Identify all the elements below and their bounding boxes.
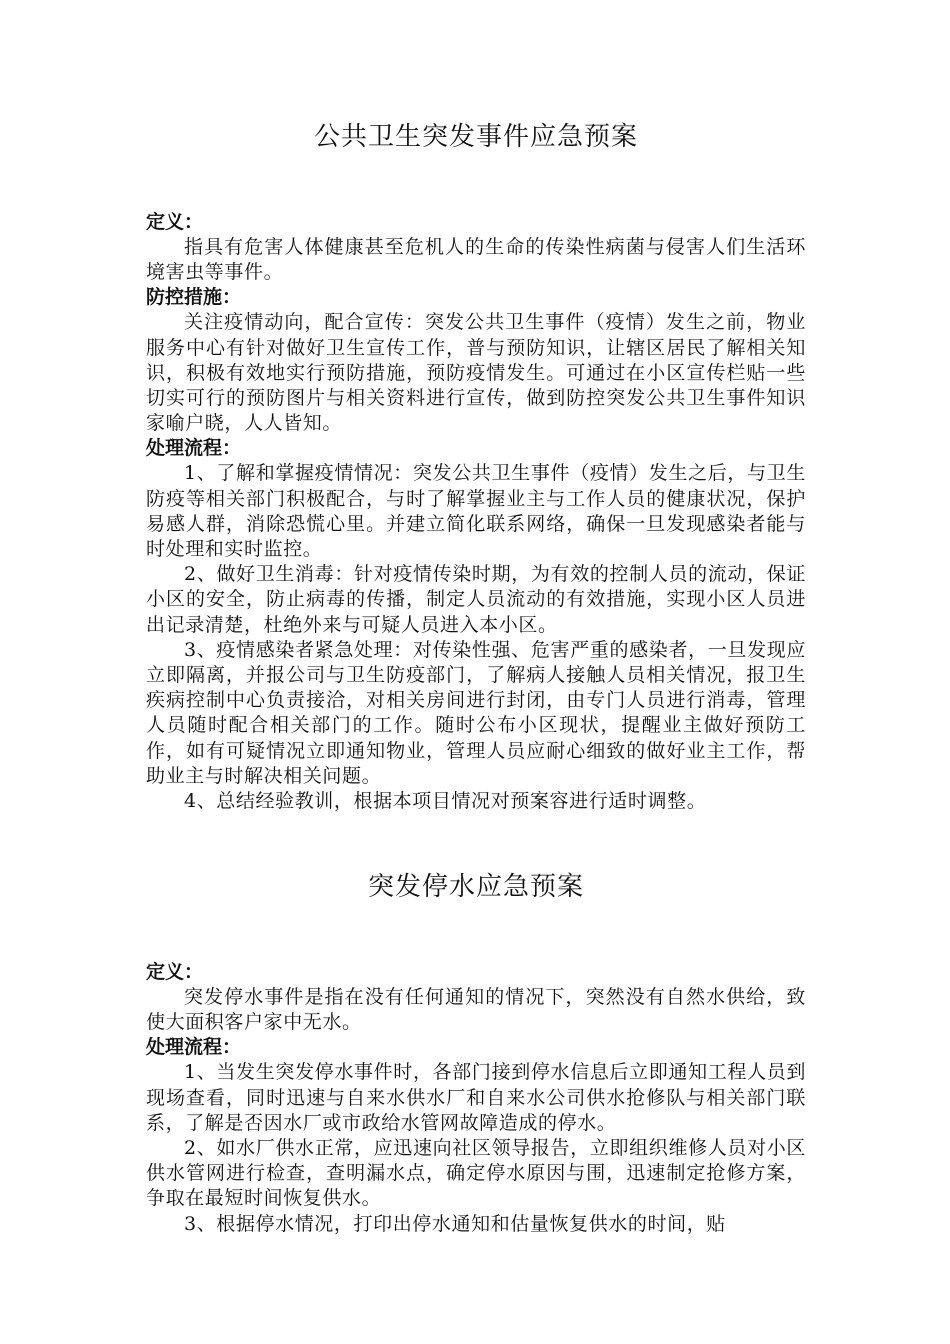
section-title: 突发停水应急预案 xyxy=(367,872,584,902)
process-step: 2、如水厂供水正常，应迅速向社区领导报告，立即组织维修人员对小区供水管网进行检查，查明漏水点，确定停水原因与围，迅速制定抢修方案，争取在最短时间恢复供水。 xyxy=(146,1137,806,1210)
document-title: 公共卫生突发事件应急预案 xyxy=(313,122,638,152)
process-step: 4、总结经验教训，根据本项目情况对预案容进行适时调整。 xyxy=(184,790,707,813)
definition-paragraph: 突发停水事件是指在没有任何通知的情况下，突然没有自然水供给，致使大面积客户家中无水。 xyxy=(146,986,806,1034)
definition-heading: 定义： xyxy=(146,961,204,983)
process-step: 2、做好卫生消毒：针对疫情传染时期，为有效的控制人员的流动，保证小区的安全，防止病毒的传播，制定人员流动的有效措施，实现小区人员进出记录清楚，杜绝外来与可疑人员进入本小区。 xyxy=(146,563,806,636)
water-outage-plan-body xyxy=(146,960,806,1237)
process-step: 1、了解和掌握疫情情况：突发公共卫生事件（疫情）发生之后，与卫生防疫等相关部门积极配合，与时了解掌握业主与工作人员的健康状况，保护易感人群，消除恐慌心里。并建立简化联系网络，确保一旦发现感染者能与时处理和实时监控。 xyxy=(146,462,806,561)
process-heading: 处理流程： xyxy=(146,437,242,460)
prevention-paragraph: 关注疫情动向，配合宣传：突发公共卫生事件（疫情）发生之前，物业服务中心有针对做好卫生宣传工作，普与预防知识，让辖区居民了解相关知识，积极有效地实行预防措施，预防疫情发生。可通过在小区宣传栏贴一些切实可行的预防图片与相关资料进行宣传，做到防控突发公共卫生事件知识家喻户晓，人人皆知。 xyxy=(146,311,806,435)
prevention-heading: 防控措施： xyxy=(146,286,242,309)
public-health-plan-body xyxy=(146,210,806,814)
process-step: 3、疫情感染者紧急处理：对传染性强、危害严重的感染者，一旦发现应立即隔离，并报公司与卫生防疫部门，了解病人接触人员相关情况，报卫生疾病控制中心负责接洽，对相关房间进行封闭，由专门人员进行消毒，管理人员随时配合相关部门的工作。随时公布小区现状，提醒业主做好预防工作，如有可疑情况立即通知物业，管理人员应耐心细致的做好业主工作，帮助业主与时解决相关问题。 xyxy=(146,638,806,787)
definition-paragraph: 指具有危害人体健康甚至危机人的生命的传染性病菌与侵害人们生活环境害虫等事件。 xyxy=(146,236,806,284)
process-step: 3、根据停水情况，打印出停水通知和估量恢复供水的时间，贴 xyxy=(184,1212,726,1235)
definition-heading: 定义： xyxy=(146,211,204,233)
process-heading: 处理流程： xyxy=(146,1036,242,1059)
process-step: 1、当发生突发停水事件时，各部门接到停水信息后立即通知工程人员到现场查看，同时迅速与自来水供水厂和自来水公司供水抢修队与相关部门联系，了解是否因水厂或市政给水管网故障造成的停水。 xyxy=(146,1061,806,1134)
